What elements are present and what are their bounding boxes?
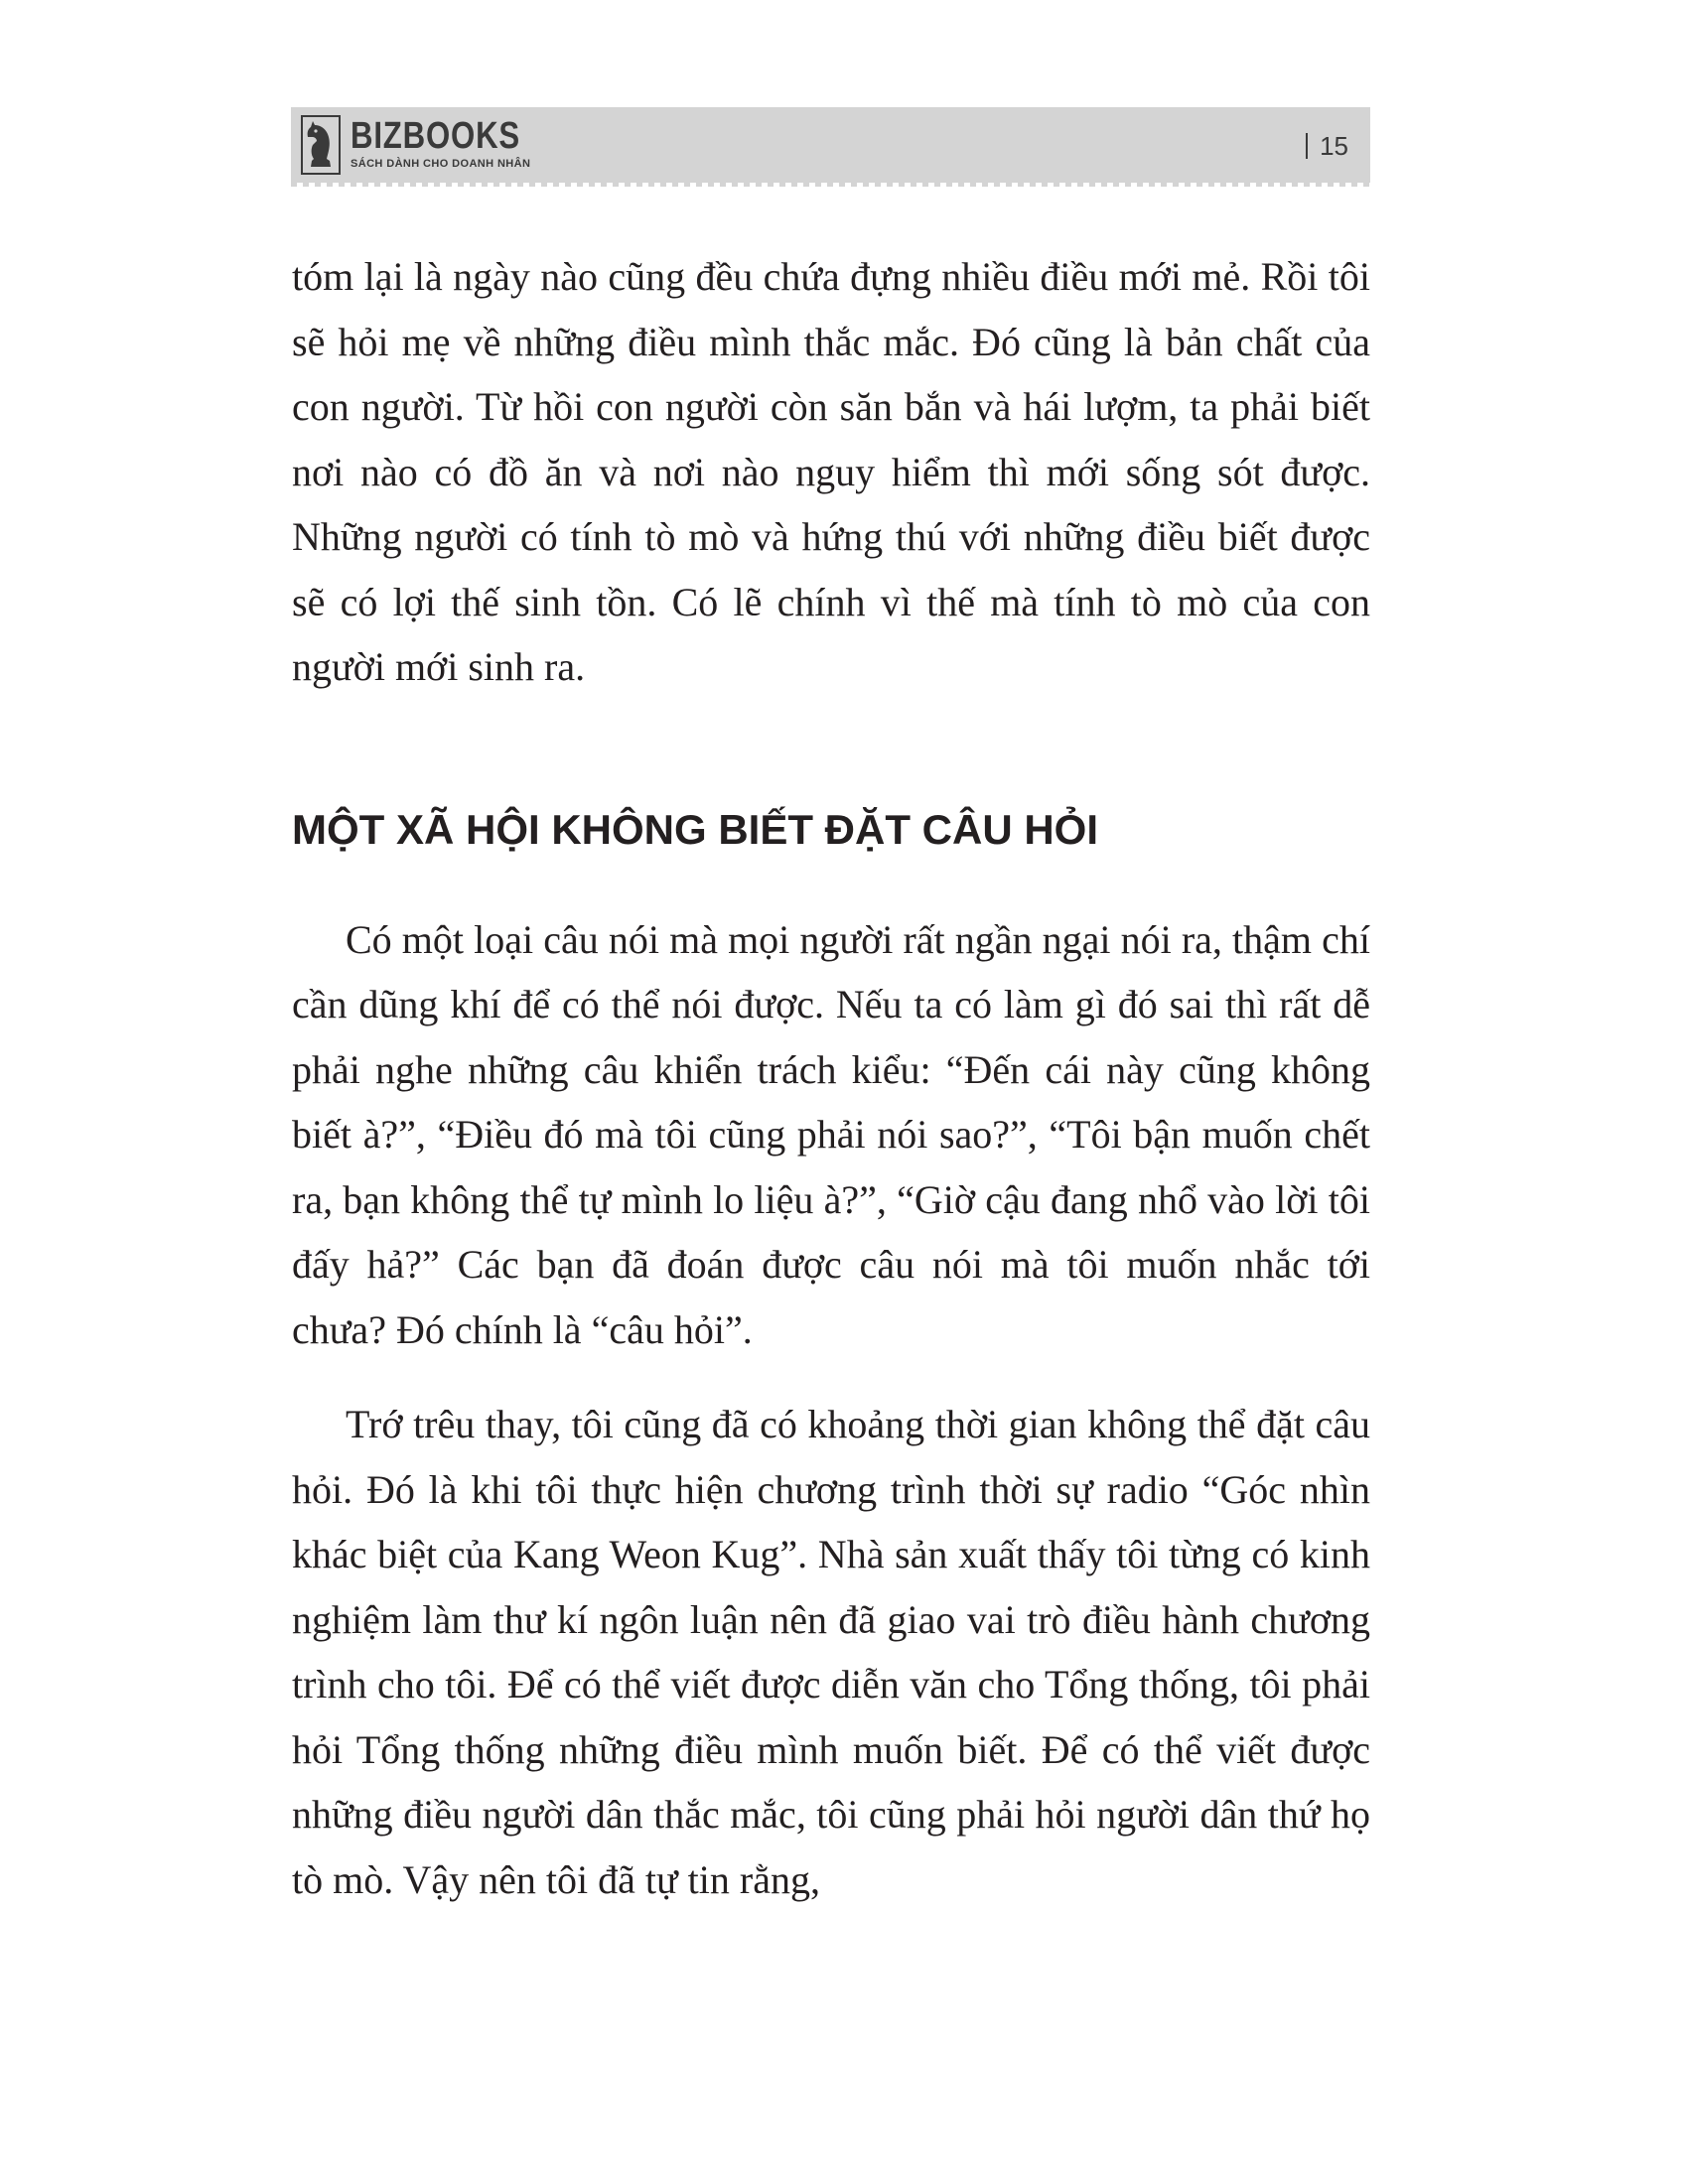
page-number: 15 — [1320, 131, 1348, 161]
brand-tagline: SÁCH DÀNH CHO DOANH NHÂN — [351, 158, 531, 170]
section-heading: MỘT XÃ HỘI KHÔNG BIẾT ĐẶT CÂU HỎI — [292, 805, 1098, 853]
publisher-logo — [301, 115, 558, 175]
page-body — [292, 244, 1370, 1912]
page-number-separator — [1306, 133, 1308, 159]
knight-chess-icon — [301, 115, 341, 175]
body-paragraph: Có một loại câu nói mà mọi người rất ngần ngại nói ra, thậm chí cần dũng khí để có thể nói được. Nếu ta có làm gì đó sai thì rất dễ phải nghe những câu khiển trách kiểu: “Đến cái này cũng không biết à?”, “Điều đó mà tôi cũng phải nói sao?”, “Tôi bận muốn chết ra, bạn không thể tự mình lo liệu à?”, “Giờ cậu đang nhổ vào lời tôi đấy hả?” Các bạn đã đoán được câu nói mà tôi muốn nhắc tới chưa? Đó chính là “câu hỏi”. — [292, 916, 1370, 1352]
brand-name: BIZBOOKS — [351, 115, 521, 157]
page-header — [291, 107, 1370, 183]
page-number-box — [1306, 131, 1348, 161]
body-paragraph: tóm lại là ngày nào cũng đều chứa đựng nhiều điều mới mẻ. Rồi tôi sẽ hỏi mẹ về những điều mình thắc mắc. Đó cũng là bản chất của con người. Từ hồi con người còn săn bắn và hái lượm, ta phải biết nơi nào có đồ ăn và nơi nào nguy hiểm thì mới sống sót được. Những người có tính tò mò và hứng thú với những điều biết được sẽ có lợi thế sinh tồn. Có lẽ chính vì thế mà tính tò mò của con người mới sinh ra. — [292, 254, 1370, 689]
body-paragraph: Trớ trêu thay, tôi cũng đã có khoảng thời gian không thể đặt câu hỏi. Đó là khi tôi thực hiện chương trình thời sự radio “Góc nhìn khác biệt của Kang Weon Kug”. Nhà sản xuất thấy tôi từng có kinh nghiệm làm thư kí ngôn luận nên đã giao vai trò điều hành chương trình cho tôi. Để có thể viết được diễn văn cho Tổng thống, tôi phải hỏi Tổng thống những điều mình muốn biết. Để có thể viết được những điều người dân thắc mắc, tôi cũng phải hỏi người dân thứ họ tò mò. Vậy nên tôi đã tự tin rằng, — [292, 1402, 1370, 1902]
